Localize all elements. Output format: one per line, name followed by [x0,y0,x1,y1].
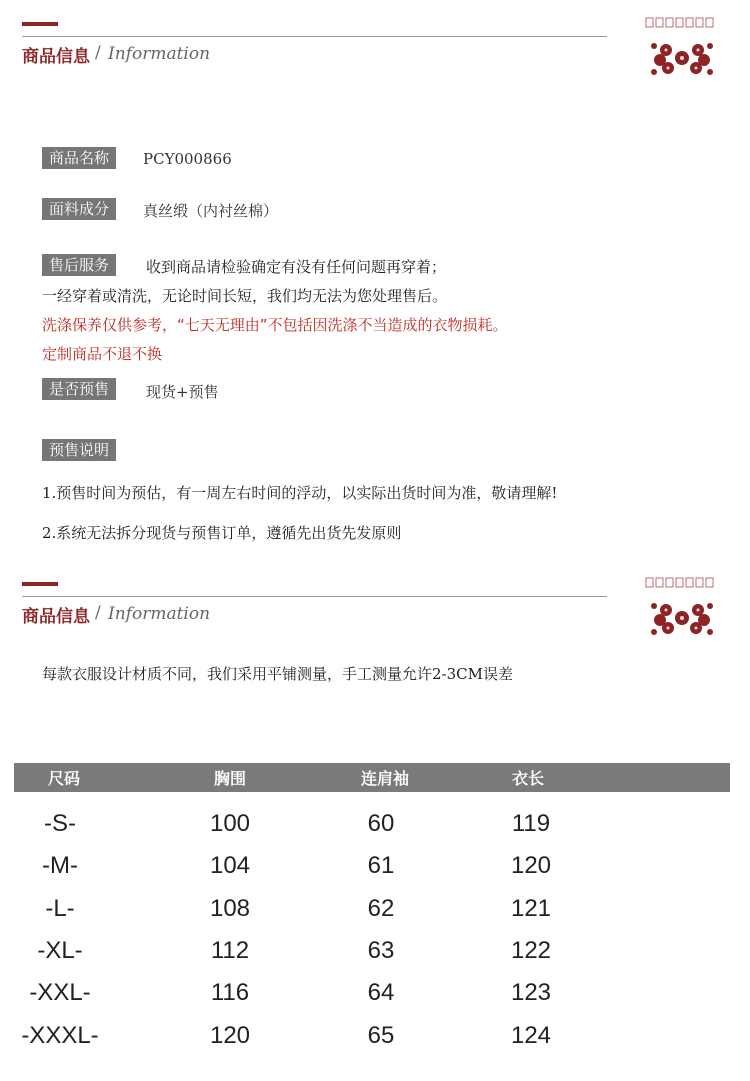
cell-length: 120 [510,852,552,880]
col-header-size: 尺码 [48,769,81,788]
label-presale: 是否预售 [42,378,116,400]
presale-note-1: 1.预售时间为预估，有一周左右时间的浮动，以实际出货时间为准，敬请理解! [42,484,558,502]
warning-line-1: 洗涤保养仅供参考，“七天无理由”不包括因洗涤不当造成的衣物损耗。 [42,316,508,334]
cell-size: -XXL- [29,979,91,1007]
cell-chest: 100 [209,810,251,837]
warning-line-2: 定制商品不退不换 [42,345,163,363]
header-rule [22,36,607,37]
section-title: 商品信息 [22,607,90,627]
cell-shoulder-sleeve: 60 [367,810,395,837]
cell-length: 119 [511,810,551,837]
cell-shoulder-sleeve: 62 [367,894,395,922]
cell-length: 122 [510,936,552,964]
cell-chest: 104 [209,852,251,880]
label-after-sales: 售后服务 [42,254,116,276]
cell-shoulder-sleeve: 64 [367,979,395,1007]
section-header-info [0,22,750,102]
section-subtitle: Information [108,604,211,624]
cell-chest: 116 [210,979,250,1007]
presale-value: 现货+预售 [146,383,219,401]
cell-size: -S- [44,810,76,837]
section-header-size [0,582,750,662]
fabric-value: 真丝缎（内衬丝棉） [143,202,279,220]
seal-flower-icon [642,16,722,90]
cell-chest: 120 [209,1021,251,1049]
cell-shoulder-sleeve: 61 [367,852,395,880]
section-title-slash: / [95,43,101,63]
header-accent-bar [22,582,58,586]
presale-note-2: 2.系统无法拆分现货与预售订单，遵循先出货先发原则 [42,524,402,542]
label-presale-note: 预售说明 [42,439,116,461]
col-header-length: 衣长 [512,769,545,788]
size-table-header [14,763,730,792]
col-header-chest: 胸围 [214,769,247,788]
cell-length: 121 [510,894,552,922]
seal-flower-icon [642,576,722,650]
section-subtitle: Information [108,44,211,64]
cell-size: -M- [42,852,78,880]
cell-chest: 112 [210,936,250,964]
cell-length: 124 [510,1021,552,1049]
header-accent-bar [22,22,58,26]
cell-size: -XXXL- [21,1021,99,1049]
cell-length: 123 [510,979,552,1007]
cell-shoulder-sleeve: 63 [367,936,395,964]
measurement-note: 每款衣服设计材质不同，我们采用平铺测量，手工测量允许2-3CM误差 [42,665,513,683]
header-rule [22,596,607,597]
section-title: 商品信息 [22,47,90,67]
after-sales-line-1: 收到商品请检验确定有没有任何问题再穿着； [146,258,447,276]
after-sales-line-2: 一经穿着或清洗，无论时间长短，我们均无法为您处理售后。 [42,287,448,305]
section-title-slash: / [95,603,101,623]
label-product-name: 商品名称 [42,147,116,169]
cell-size: -L- [45,894,75,922]
label-fabric: 面料成分 [42,198,116,220]
product-name-value: PCY000866 [143,150,232,168]
col-header-shoulder-sleeve: 连肩袖 [361,769,410,788]
cell-shoulder-sleeve: 65 [367,1021,395,1049]
cell-size: -XL- [37,936,83,964]
cell-chest: 108 [209,894,251,922]
